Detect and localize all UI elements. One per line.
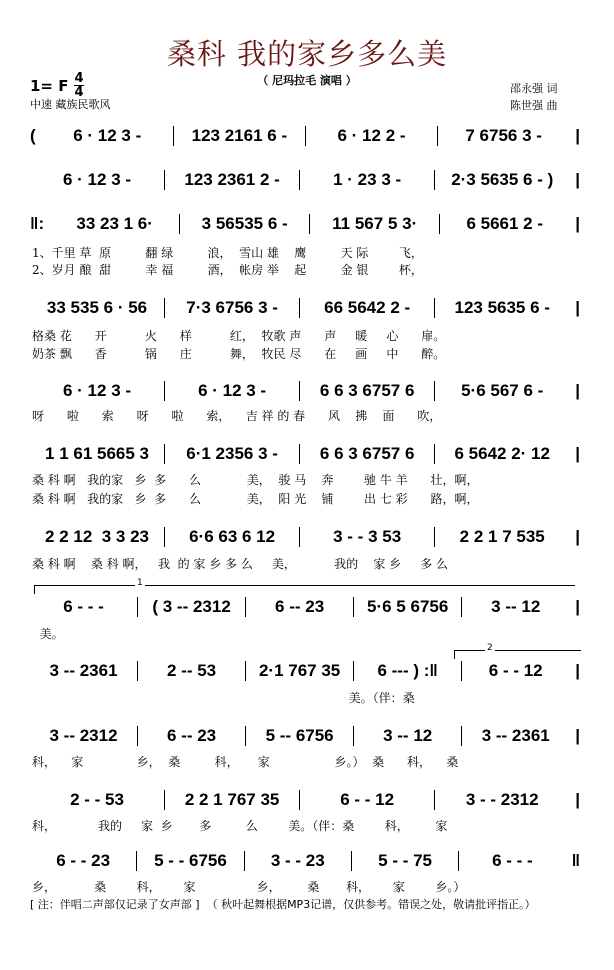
measure: 2 - - 53	[70, 790, 124, 809]
lyric-line: 呀 啦 索 呀 啦 索， 吉 祥 的 春 风 拂 面 吹，	[32, 409, 442, 423]
end-bar: |	[575, 381, 581, 400]
measure: 3 - - 2312	[465, 790, 539, 809]
lyric-line: 桑 科 啊 我的家 乡 多 么 美， 骏 马 奔 驰 牛 羊 壮，啊，	[32, 473, 479, 487]
measure: 3 - - 23	[270, 851, 325, 870]
measure: 6·6 63 6 12	[189, 527, 276, 546]
measure: 33 535 6 · 56	[46, 298, 148, 317]
measure: 5·6 5 6756	[367, 597, 449, 616]
measure: 6 6 3 6757 6	[319, 444, 415, 463]
staff-system	[30, 298, 580, 318]
staff-system	[30, 126, 580, 146]
measure: 33 23 1 6·	[76, 214, 153, 233]
measure: 6 · 12 3 -	[73, 126, 142, 145]
measure: 123 2161 6 -	[191, 126, 288, 145]
end-bar: |	[575, 527, 581, 546]
system-lead: (	[30, 126, 36, 145]
lyric-line: 美。（伴：桑	[32, 691, 415, 705]
end-bar: |	[575, 790, 581, 809]
time-signature: $\frac{4}{4}$	[74, 71, 84, 100]
staff-system	[30, 527, 580, 547]
lyric-line: 2、岁月 酿 甜 幸 福 酒， 帐房 举 起 金 银 杯，	[32, 263, 423, 277]
staff-system	[30, 661, 580, 681]
staff-system	[30, 790, 580, 810]
measure: 7·3 6756 3 -	[186, 298, 278, 317]
lyricist: 邵永强 词	[510, 82, 558, 95]
lyric-line: 桑 科 啊 我的家 乡 多 么 美， 阳 光 铺 出 七 彩 路，啊，	[32, 492, 479, 506]
measure: 6 · 12 2 -	[337, 126, 406, 145]
staff-system	[30, 444, 580, 464]
end-bar: |	[575, 170, 581, 189]
measure: 3 -- 2312	[49, 726, 118, 745]
staff-system	[30, 214, 580, 234]
measure: ( 3 -- 2312	[152, 597, 231, 616]
measure: 2·1 767 35	[258, 661, 341, 680]
lyric-line: 美。	[32, 627, 64, 641]
composer: 陈世强 曲	[510, 99, 558, 112]
measure: 3 -- 2361	[481, 726, 550, 745]
measure: 5 - - 75	[378, 851, 433, 870]
key: 1= F	[30, 76, 69, 95]
staff-system	[30, 851, 580, 871]
measure: 6 · 12 3 -	[198, 381, 267, 400]
measure: 2 -- 53	[167, 661, 217, 680]
measure: 2 2 1 767 35	[184, 790, 280, 809]
measure: 6·1 2356 3 -	[186, 444, 278, 463]
end-bar: |	[575, 726, 580, 745]
measure: 6 --- ) :‖	[377, 661, 438, 680]
lyric-line: 科， 家 乡， 桑 科， 家 乡。） 桑 科， 桑	[32, 755, 459, 769]
lyric-line: 乡， 桑 科， 家 乡， 桑 科， 家 乡。）	[32, 880, 466, 894]
staff-system	[30, 381, 580, 401]
singer: （ 尼玛拉毛 演唱 ）	[257, 74, 357, 87]
measure: 123 5635 6 -	[454, 298, 550, 317]
measure: 1 · 23 3 -	[333, 170, 402, 189]
measure: 6 · 12 3 -	[63, 170, 132, 189]
volta-bracket-1: 1	[34, 585, 575, 594]
lyric-line: 1、千里 草 原 翻 绿 浪， 雪山 雄 鹰 天 际 飞，	[32, 246, 423, 260]
song-title: 桑科 我的家乡多么美	[166, 37, 448, 71]
end-bar: |	[575, 597, 580, 616]
volta-bracket-2: 2	[454, 650, 581, 659]
measure: 6 - - -	[63, 597, 104, 616]
lyric-line: 格桑 花 开 火 样 红， 牧歌 声 声 暖 心 扉。	[32, 329, 446, 343]
measure: 3 - - 3 53	[333, 527, 402, 546]
measure: 6 6 3 6757 6	[319, 381, 415, 400]
end-bar: |	[575, 298, 581, 317]
measure: 6 - - 23	[56, 851, 111, 870]
end-bar: ‖	[571, 851, 581, 870]
measure: 11 567 5 3·	[332, 214, 418, 233]
staff-system	[30, 170, 580, 190]
end-bar: |	[575, 444, 581, 463]
measure: 5·6 567 6 -	[461, 381, 544, 400]
lyric-line: 科， 我的 家 乡 多 么 美。（伴：桑 科， 家	[32, 819, 448, 833]
measure: 6 -- 23	[275, 597, 325, 616]
measure: 2 2 1 7 535	[459, 527, 545, 546]
measure: 6 5642 2· 12	[454, 444, 550, 463]
measure: 66 5642 2 -	[324, 298, 411, 317]
measure: 3 -- 12	[383, 726, 433, 745]
measure: 6 -- 23	[167, 726, 217, 745]
footnote: [ 注：伴唱二声部仅记录了女声部 ] （ 秋叶起舞根据MP3记谱，仅供参考。错误之处，敬请批评指正。）	[30, 898, 536, 911]
end-bar: |	[575, 214, 581, 233]
staff-system	[30, 597, 580, 617]
measure: 3 -- 2361	[49, 661, 118, 680]
measure: 1 1 61 5665 3	[45, 444, 150, 463]
measure: 123 2361 2 -	[184, 170, 280, 189]
measure: 2 2 12 3 3 23	[45, 527, 150, 546]
measure: 6 - - 12	[488, 661, 543, 680]
measure: 2·3 5635 6 - )	[451, 170, 554, 189]
lyric-line: 桑 科 啊 桑 科 啊， 我 的 家 乡 多 么 美， 我的 家 乡 多 么	[32, 557, 449, 571]
end-bar: |	[575, 126, 580, 145]
measure: 3 -- 12	[491, 597, 541, 616]
measure: 6 · 12 3 -	[63, 381, 132, 400]
measure: 6 5661 2 -	[466, 214, 544, 233]
measure: 3 56535 6 -	[201, 214, 288, 233]
lyric-line: 奶茶 飘 香 锅 庄 舞， 牧民 尽 在 画 中 醉。	[32, 347, 446, 361]
system-lead: ‖:	[30, 214, 45, 233]
staff-system	[30, 726, 580, 746]
measure: 5 -- 6756	[265, 726, 334, 745]
measure: 5 - - 6756	[154, 851, 227, 870]
measure: 7 6756 3 -	[465, 126, 542, 145]
measure: 6 - - 12	[340, 790, 395, 809]
measure: 6 - - -	[492, 851, 533, 870]
tempo-marking: 中速 藏族民歌风	[30, 98, 111, 111]
end-bar: |	[575, 661, 580, 680]
